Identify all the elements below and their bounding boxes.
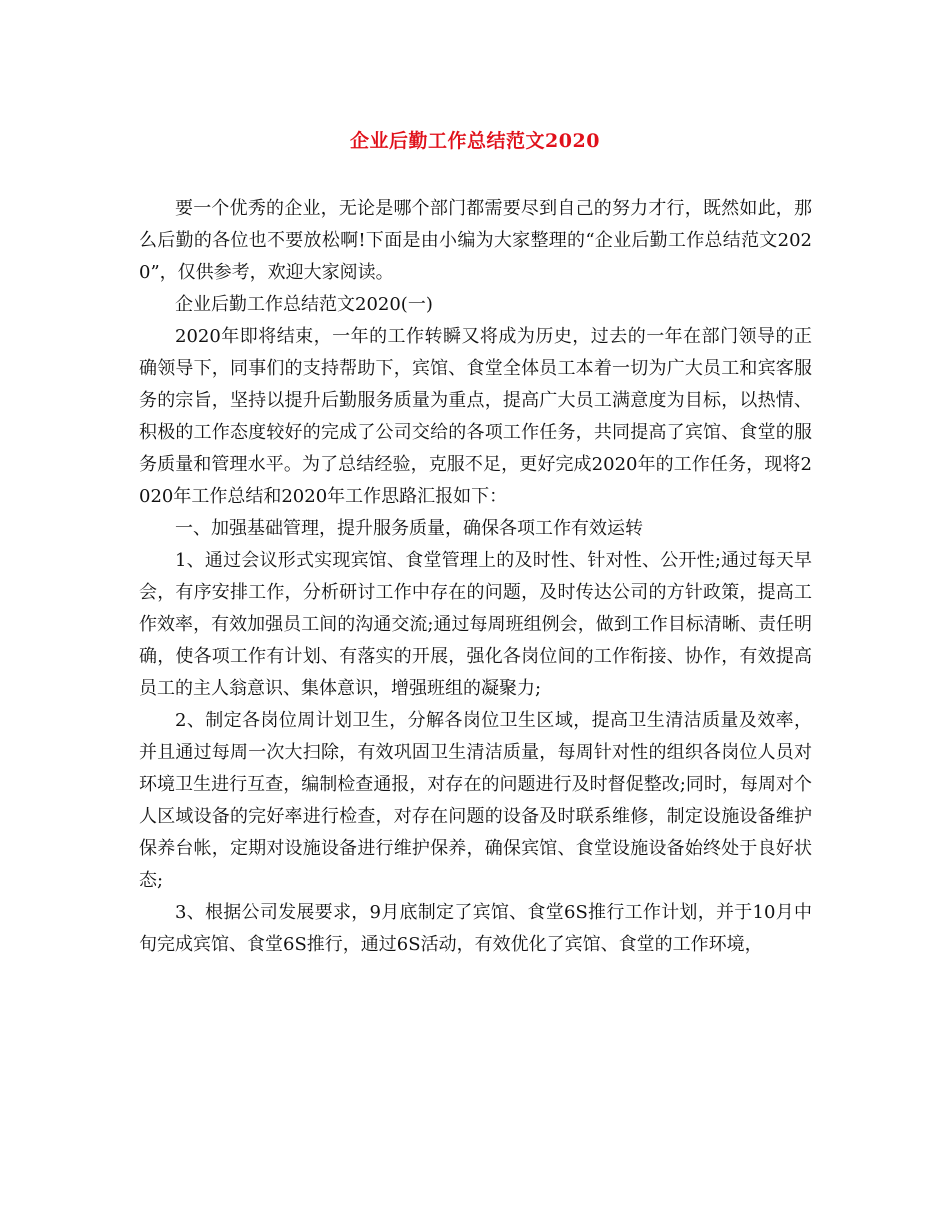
document-title: 企业后勤工作总结范文2020 bbox=[350, 130, 600, 152]
document-body bbox=[139, 193, 812, 961]
paragraph-overview: 2020年即将结束，一年的工作转瞬又将成为历史，过去的一年在部门领导的正确领导下，同事们的支持帮助下，宾馆、食堂全体员工本着一切为广大员工和宾客服务的宗旨，坚持以提升后勤服务质量为重点，提高广大员工满意度为目标，以热情、积极的工作态度较好的完成了公司交给的各项工作任务，共同提高了宾馆、食堂的服务质量和管理水平。为了总结经验，克服不足，更好完成2020年的工作任务，现将2020年工作总结和2020年工作思路汇报如下： bbox=[139, 326, 812, 507]
section-heading-part-one: 企业后勤工作总结范文2020(一) bbox=[175, 294, 433, 315]
paragraph-item-1: 1、通过会议形式实现宾馆、食堂管理上的及时性、针对性、公开性;通过每天早会，有序安排工作，分析研讨工作中存在的问题，及时传达公司的方针政策，提高工作效率，有效加强员工间的沟通交流;通过每周班组例会，做到工作目标清晰、责任明确，使各项工作有计划、有落实的开展，强化各岗位间的工作衔接、协作，有效提高员工的主人翁意识、集体意识，增强班组的凝聚力; bbox=[139, 550, 812, 699]
paragraph-item-2: 2、制定各岗位周计划卫生，分解各岗位卫生区域，提高卫生清洁质量及效率，并且通过每周一次大扫除，有效巩固卫生清洁质量，每周针对性的组织各岗位人员对环境卫生进行互查，编制检查通报，对存在的问题进行及时督促整改;同时，每周对个人区域设备的完好率进行检查，对存在问题的设备及时联系维修，制定设施设备维护保养台帐，定期对设施设备进行维护保养，确保宾馆、食堂设施设备始终处于良好状态; bbox=[139, 710, 812, 891]
paragraph-item-3: 3、根据公司发展要求，9月底制定了宾馆、食堂6S推行工作计划，并于10月中旬完成宾馆、食堂6S推行，通过6S活动，有效优化了宾馆、食堂的工作环境， bbox=[139, 902, 812, 955]
paragraph-intro: 要一个优秀的企业，无论是哪个部门都需要尽到自己的努力才行，既然如此，那么后勤的各位也不要放松啊!下面是由小编为大家整理的“企业后勤工作总结范文2020”，仅供参考，欢迎大家阅读。 bbox=[139, 198, 812, 283]
section-heading-basic-management: 一、加强基础管理，提升服务质量，确保各项工作有效运转 bbox=[175, 518, 643, 539]
